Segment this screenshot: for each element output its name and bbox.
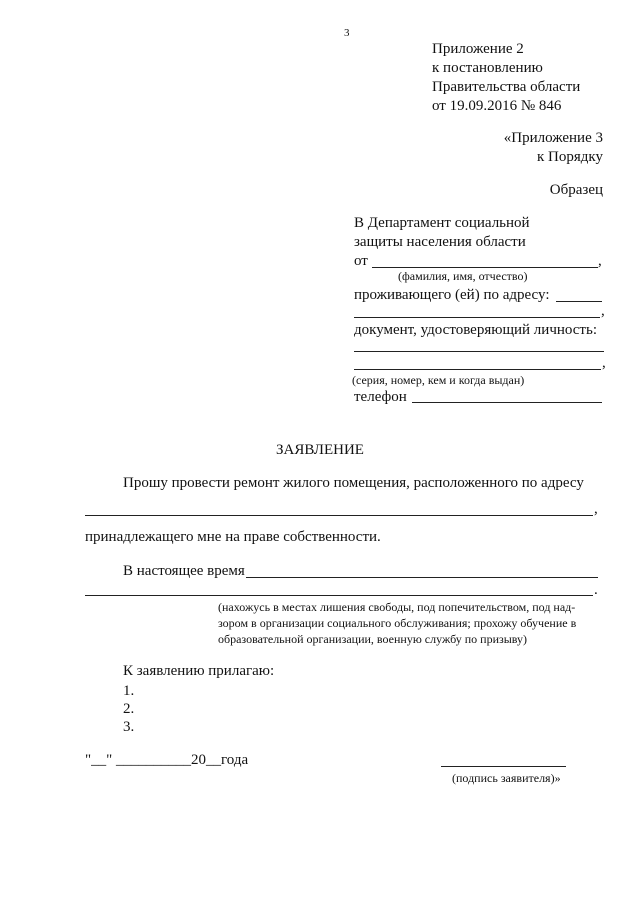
document-line-2[interactable]	[354, 369, 601, 370]
appendix-3-label: «Приложение 3	[503, 130, 603, 146]
document-label: документ, удостоверяющий личность:	[354, 322, 597, 338]
request-text: Прошу провести ремонт жилого помещения, расположенного по адресу	[123, 475, 584, 491]
document-hint: (серия, номер, кем и когда выдан)	[352, 373, 525, 387]
attachment-item-1: 1.	[123, 683, 135, 699]
header-date-number: от 19.09.2016 № 846	[432, 98, 562, 114]
status-hint-line-3: образовательной организации, военную службу по призыву)	[218, 632, 528, 646]
current-status-label: В настоящее время	[123, 563, 245, 579]
current-status-line-1[interactable]	[246, 577, 598, 578]
attachment-item-3: 3.	[123, 719, 135, 735]
ownership-text: принадлежащего мне на праве собственности.	[85, 529, 381, 545]
header-resolution: к постановлению	[432, 60, 543, 76]
addressee-social-protection: защиты населения области	[354, 234, 526, 250]
document-comma: ,	[602, 355, 606, 371]
address-line-1[interactable]	[556, 301, 602, 302]
header-government: Правительства области	[432, 79, 581, 95]
header-appendix-2: Приложение 2	[432, 41, 524, 57]
document-title: ЗАЯВЛЕНИЕ	[276, 442, 364, 458]
from-comma: ,	[598, 253, 602, 269]
property-address-line[interactable]	[85, 515, 593, 516]
page-number: 3	[344, 27, 350, 39]
from-label: от	[354, 253, 368, 269]
property-address-comma: ,	[594, 501, 598, 517]
attachments-label: К заявлению прилагаю:	[123, 663, 275, 679]
address-line-2[interactable]	[354, 317, 600, 318]
sample-label: Образец	[549, 182, 603, 198]
document-line-1[interactable]	[354, 351, 604, 352]
date-field[interactable]: "__" __________20__года	[85, 752, 249, 768]
current-status-period: .	[594, 582, 598, 598]
status-hint-line-1: (нахожусь в местах лишения свободы, под попечительством, под над-	[218, 600, 576, 614]
status-hint-line-2: зором в организации социального обслуживания; прохожу обучение в	[218, 616, 577, 630]
name-hint: (фамилия, имя, отчество)	[398, 269, 528, 283]
addressee-department: В Департамент социальной	[354, 215, 530, 231]
applicant-name-line[interactable]	[372, 267, 598, 268]
signature-hint: (подпись заявителя)»	[452, 771, 561, 785]
phone-line[interactable]	[412, 402, 602, 403]
attachment-item-2: 2.	[123, 701, 135, 717]
signature-line[interactable]	[441, 766, 566, 767]
address-comma: ,	[601, 303, 605, 319]
current-status-line-2[interactable]	[85, 595, 593, 596]
residing-label: проживающего (ей) по адресу:	[354, 287, 550, 303]
phone-label: телефон	[354, 389, 407, 405]
appendix-procedure-label: к Порядку	[537, 149, 603, 165]
